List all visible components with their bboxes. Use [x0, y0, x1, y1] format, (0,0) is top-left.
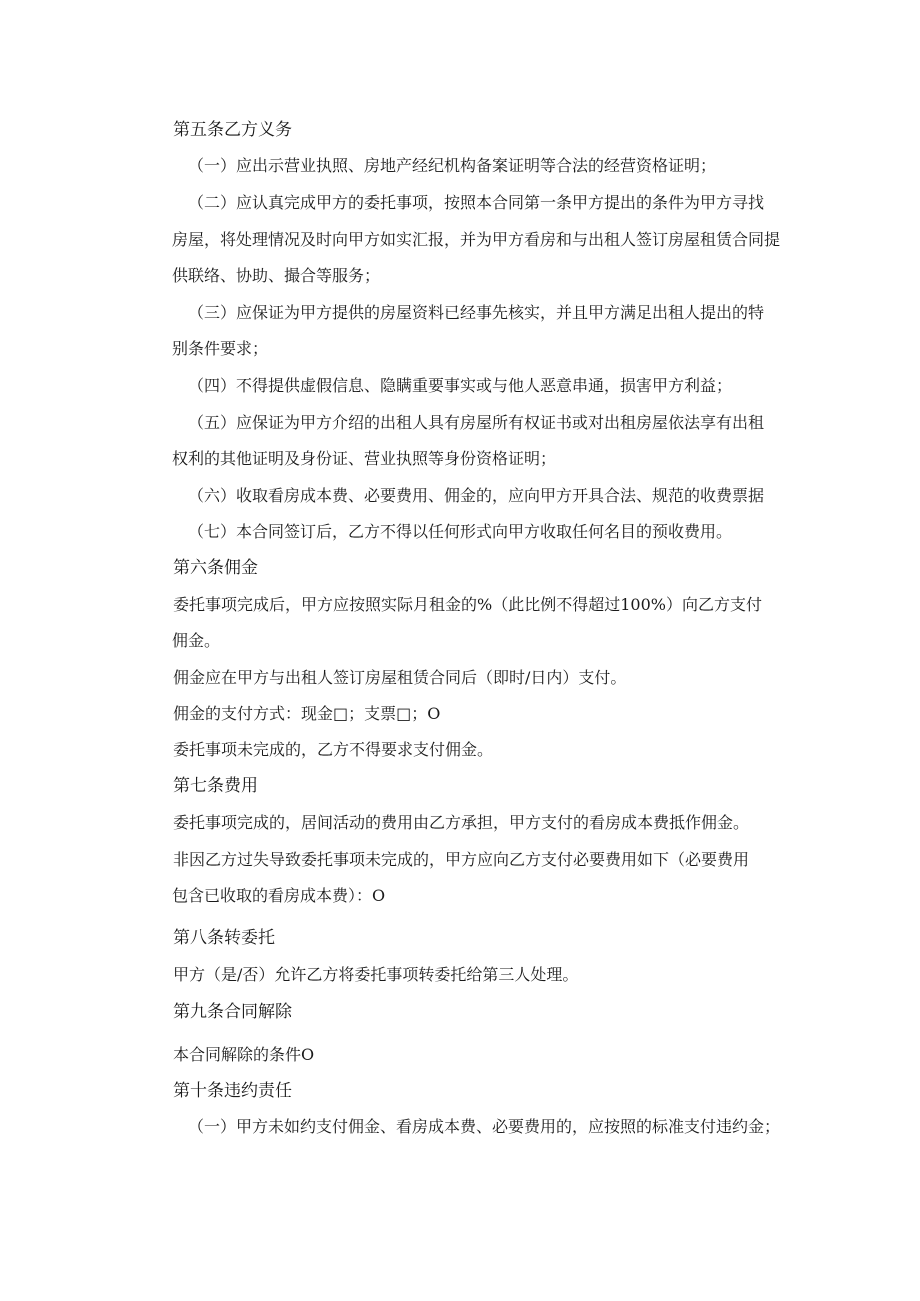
article-5-item-1: （一）应出示营业执照、房地产经纪机构备案证明等合法的经营资格证明；: [188, 156, 717, 175]
article-10-heading: 第十条违约责任: [173, 1081, 292, 1101]
article-6-para-4: 委托事项未完成的，乙方不得要求支付佣金。: [173, 740, 494, 759]
article-5-item-5-line-1: （五）应保证为甲方介绍的出租人具有房屋所有权证书或对出租房屋依法享有出租: [188, 413, 765, 432]
article-6-para-2: 佣金应在甲方与出租人签订房屋租赁合同后（即时/日内）支付。: [173, 668, 627, 687]
article-5-item-2-line-2: 房屋，将处理情况及时向甲方如实汇报，并为甲方看房和与出租人签订房屋租赁合同提: [172, 230, 781, 249]
article-5-item-2-line-3: 供联络、协助、撮合等服务；: [172, 266, 381, 285]
article-9-para-1: 本合同解除的条件O: [173, 1045, 315, 1064]
article-5-item-5-line-2: 权利的其他证明及身份证、营业执照等身份资格证明；: [172, 449, 557, 468]
article-7-heading: 第七条费用: [173, 776, 258, 796]
article-9-heading: 第九条合同解除: [173, 1002, 292, 1022]
article-5-item-2-line-1: （二）应认真完成甲方的委托事项，按照本合同第一条甲方提出的条件为甲方寻找: [188, 193, 765, 212]
article-6-para-1-line-2: 佣金。: [172, 631, 221, 650]
article-5-item-3-line-1: （三）应保证为甲方提供的房屋资料已经事先核实，并且甲方满足出租人提出的特: [188, 303, 765, 322]
article-7-para-1: 委托事项完成的，居间活动的费用由乙方承担，甲方支付的看房成本费抵作佣金。: [173, 813, 750, 832]
article-5-item-6: （六）收取看房成本费、必要费用、佣金的，应向甲方开具合法、规范的收费票据: [188, 486, 765, 505]
article-7-para-2-line-2: 包含已收取的看房成本费）：O: [172, 886, 386, 905]
article-8-para-1: 甲方（是/否）允许乙方将委托事项转委托给第三人处理。: [173, 965, 579, 984]
article-6-heading: 第六条佣金: [173, 558, 258, 578]
article-6-para-1-line-1: 委托事项完成后，甲方应按照实际月租金的%（此比例不得超过100%）向乙方支付: [173, 595, 762, 614]
article-7-para-2-line-1: 非因乙方过失导致委托事项未完成的，甲方应向乙方支付必要费用如下（必要费用: [173, 850, 750, 869]
article-5-item-7: （七）本合同签订后，乙方不得以任何形式向甲方收取任何名目的预收费用。: [188, 522, 733, 541]
article-6-para-3: 佣金的支付方式：现金□；支票□；O: [173, 704, 441, 723]
article-10-item-1: （一）甲方未如约支付佣金、看房成本费、必要费用的，应按照的标准支付违约金；: [188, 1117, 781, 1136]
article-8-heading: 第八条转委托: [173, 928, 275, 948]
article-5-item-4: （四）不得提供虚假信息、隐瞒重要事实或与他人恶意串通，损害甲方利益；: [188, 376, 733, 395]
article-5-item-3-line-2: 别条件要求；: [172, 339, 269, 358]
article-5-heading: 第五条乙方义务: [173, 120, 292, 140]
